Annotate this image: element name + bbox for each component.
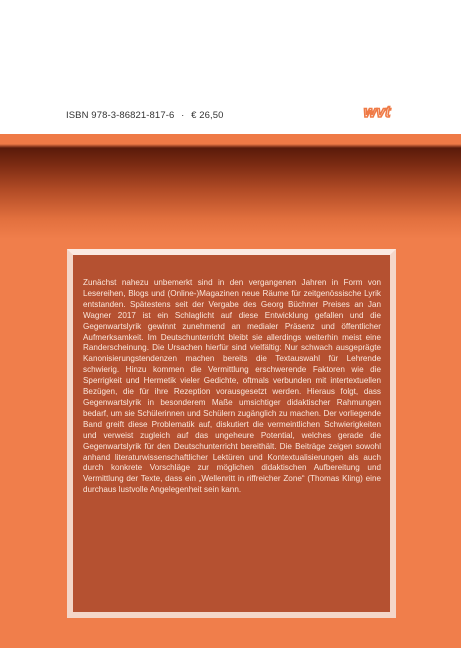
logo-text: wvt: [363, 104, 391, 121]
isbn-price-line: [66, 110, 224, 121]
cover-top-area: [0, 0, 461, 134]
separator-dot: ·: [181, 110, 185, 121]
price-text: € 26,50: [191, 110, 224, 121]
isbn-text: ISBN 978-3-86821-817-6: [66, 110, 175, 121]
wvt-logo-icon: [355, 101, 399, 123]
blurb-box: [67, 249, 396, 618]
blurb-text: Zunächst nahezu unbemerkt sind in den vergangenen Jahren in Form von Lesereihen, Blogs und (Online-)Magazinen neue Räume für zeitgenössische Lyrik entstanden. Spätestens seit der Vergabe des Georg Büchner Preises an Jan Wagner 2017 ist ein Schlaglicht auf diese Entwicklung gefallen und die Gegenwartslyrik gewinnt zunehmend an medialer Präsenz und öffentlicher Aufmerksamkeit. Im Deutschunterricht bleibt sie allerdings weiterhin meist eine Randerscheinung. Die Ursachen hierfür sind vielfältig: Nur schwach ausgeprägte Kanonisierungstendenzen machen bereits die Textauswahl für Lehrende schwierig. Hinzu kommen die Vermittlung erschwerende Faktoren wie die Sperrigkeit und Hermetik vieler Gedichte, oftmals verbunden mit intertextuellen Bezügen, die für ihre Rezeption vorausgesetzt werden. Hieraus folgt, dass Gegenwartslyrik in besonderem Maße umsichtiger didaktischer Rahmungen bedarf, um sie Schülerinnen und Schülern zugänglich zu machen. Der vorliegende Band greift diese Problematik auf, diskutiert die vermeintlichen Schwierigkeiten und verweist zugleich auf das ungeheure Potential, welches gerade die Gegenwartslyrik für den Deutschunterricht bereithält. Die Beiträge zeigen sowohl anhand literaturwissenschaftlicher Lektüren und Kontextualisierungen als auch durch konkrete Vorschläge zur möglichen didaktischen Aufbereitung und Vermittlung der Texte, dass ein „Wellenritt in riffreicher Zone“ (Thomas Kling) eine durchaus lustvolle Angelegenheit sein kann.: [83, 278, 381, 495]
